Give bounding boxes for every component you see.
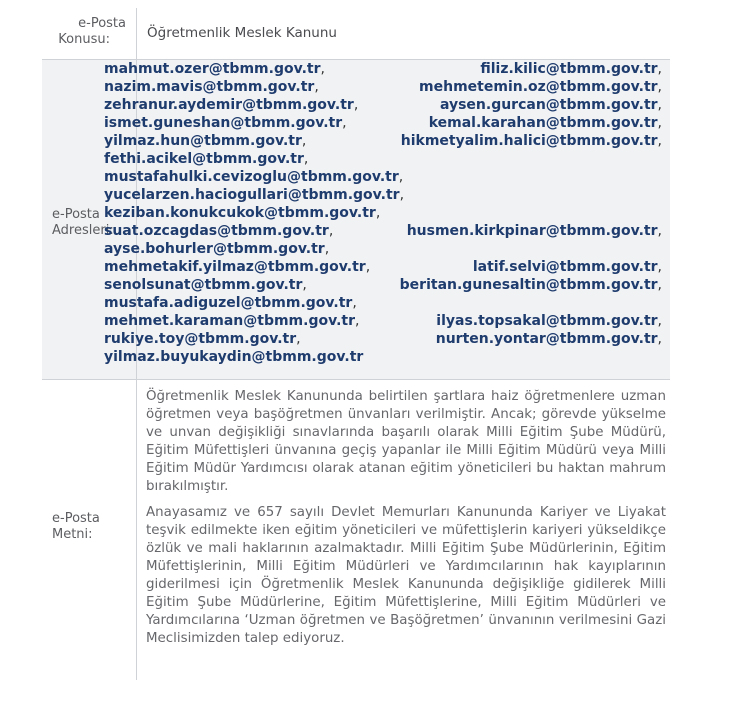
email-address-link[interactable]: yilmaz.hun@tbmm.gov.tr, <box>104 133 307 149</box>
email-address-link[interactable]: beritan.gunesaltin@tbmm.gov.tr, <box>399 277 662 293</box>
email-row <box>104 240 662 258</box>
email-address-link[interactable]: nurten.yontar@tbmm.gov.tr, <box>435 331 662 347</box>
subject-label <box>42 8 137 59</box>
email-row <box>104 186 662 204</box>
email-row <box>104 78 662 96</box>
email-address-link[interactable]: husmen.kirkpinar@tbmm.gov.tr, <box>406 223 662 239</box>
email-row <box>104 150 662 168</box>
email-address-link[interactable]: latif.selvi@tbmm.gov.tr, <box>472 259 662 275</box>
addresses-label-line2: Adresleri: <box>52 223 114 238</box>
email-address-link[interactable]: ayse.bohurler@tbmm.gov.tr, <box>104 241 330 257</box>
email-body <box>146 388 666 656</box>
subject-label-line1: e-Posta <box>78 16 126 31</box>
email-row <box>104 204 662 222</box>
email-row <box>104 168 662 186</box>
email-row <box>104 222 662 240</box>
email-address-link[interactable]: ismet.guneshan@tbmm.gov.tr, <box>104 115 347 131</box>
body-label-line2: Metni: <box>52 527 93 542</box>
subject-text: Öğretmenlik Meslek Kanunu <box>147 25 337 41</box>
email-address-link[interactable]: senolsunat@tbmm.gov.tr, <box>104 277 307 293</box>
body-paragraph-2: Anayasamız ve 657 sayılı Devlet Memurları Kanununda Kariyer ve Liyakat teşvik edilmekte iken eğitim yöneticileri ve müfettişlerin kariyeri yükseldikçe özlük ve mali haklarının azalmaktadır. Milli Eğitim Şube Müdürlerinin, Eğitim Müfettişlerinin, Milli Eğitim Müdürleri ve Yardımcılarının hak kayıplarının giderilmesi için Öğretmenlik Meslek Kanununda değişikliğe gidilerek Milli Eğitim Şube Müdürlerine, Eğitim Müfettişlerine, Milli Eğitim Müdürleri ve Yardımcılarına ‘Uzman öğretmen ve Başöğretmen’ ünvanının verilmesini Gazi Meclisimizden talep ediyoruz. <box>146 505 666 646</box>
email-address-link[interactable]: zehranur.aydemir@tbmm.gov.tr, <box>104 97 359 113</box>
email-address-link[interactable]: suat.ozcagdas@tbmm.gov.tr, <box>104 223 334 239</box>
body-label <box>42 380 137 680</box>
email-address-link[interactable]: filiz.kilic@tbmm.gov.tr, <box>480 61 662 77</box>
email-address-link[interactable]: mehmet.karaman@tbmm.gov.tr, <box>104 313 360 329</box>
email-row <box>104 294 662 312</box>
email-address-link[interactable]: nazim.mavis@tbmm.gov.tr, <box>104 79 319 95</box>
body-paragraph-1: Öğretmenlik Meslek Kanunundа belirtilen şartlara haiz öğretmenlere uzman öğretmen veya başöğretmen ünvanları verilmiştir. Ancak; görevde yükselme ve unvan değişikliği sınavlarında başarılı olarak Milli Eğitim Şube Müdürü, Eğitim Müfettişleri ünvanına geçiş yapanlar ile Milli Eğitim Müdürü veya Milli Eğitim Müdür Yardımcısı olarak atanan eğitim yöneticileri bu haktan mahrum bırakılmıştır. <box>146 389 666 494</box>
email-address-link[interactable]: hikmetyalim.halici@tbmm.gov.tr, <box>400 133 662 149</box>
email-address-link[interactable]: mehmetakif.yilmaz@tbmm.gov.tr, <box>104 259 371 275</box>
email-address-link[interactable]: kemal.karahan@tbmm.gov.tr, <box>428 115 662 131</box>
email-address-link[interactable]: yilmaz.buyukaydin@tbmm.gov.tr <box>104 349 364 365</box>
email-address-link[interactable]: mustafahulki.cevizoglu@tbmm.gov.tr, <box>104 169 404 185</box>
subject-value-cell <box>137 8 670 59</box>
email-row <box>104 330 662 348</box>
email-row <box>104 276 662 294</box>
email-row <box>104 348 662 366</box>
email-address-link[interactable]: keziban.konukcukok@tbmm.gov.tr, <box>104 205 381 221</box>
email-address-link[interactable]: aysen.gurcan@tbmm.gov.tr, <box>439 97 662 113</box>
email-address-link[interactable]: fethi.acikel@tbmm.gov.tr, <box>104 151 309 167</box>
email-row <box>104 114 662 132</box>
email-address-link[interactable]: yucelarzen.haciogullari@tbmm.gov.tr, <box>104 187 405 203</box>
email-row <box>104 132 662 150</box>
email-row <box>104 60 662 78</box>
email-address-link[interactable]: mustafa.adiguzel@tbmm.gov.tr, <box>104 295 357 311</box>
subject-label-line2: Konusu: <box>58 32 110 47</box>
email-address-link[interactable]: ilyas.topsakal@tbmm.gov.tr, <box>436 313 662 329</box>
email-address-link[interactable]: rukiye.toy@tbmm.gov.tr, <box>104 331 301 347</box>
body-label-line1: e-Posta <box>52 511 100 526</box>
email-row <box>104 96 662 114</box>
email-row <box>104 258 662 276</box>
subject-row <box>42 8 670 60</box>
addresses-label-line1: e-Posta <box>52 207 100 222</box>
email-address-list <box>104 60 662 366</box>
email-row <box>104 312 662 330</box>
email-address-link[interactable]: mehmetemin.oz@tbmm.gov.tr, <box>419 79 662 95</box>
email-address-link[interactable]: mahmut.ozer@tbmm.gov.tr, <box>104 61 325 77</box>
